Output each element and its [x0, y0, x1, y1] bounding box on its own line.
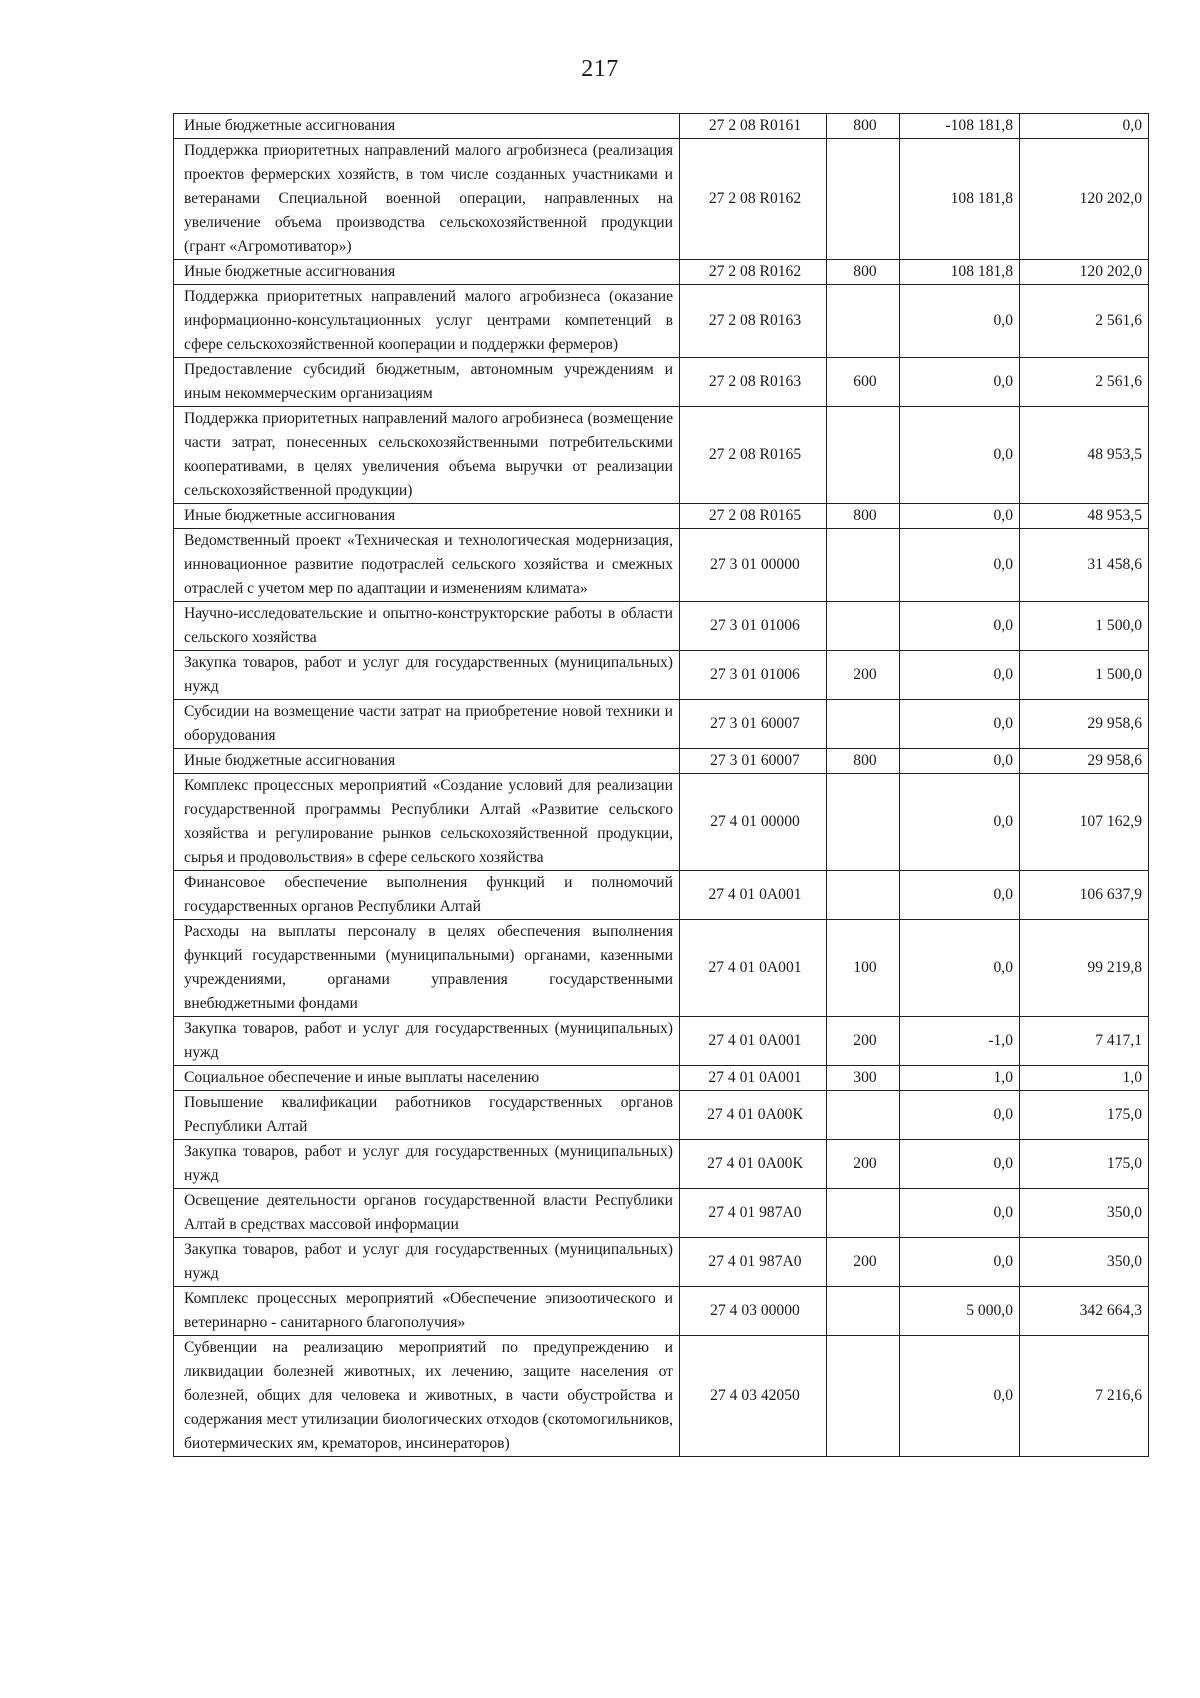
row-name-cell: Освещение деятельности органов государственной власти Республики Алтай в средствах массовой информации: [174, 1189, 680, 1238]
table-row: [174, 529, 1149, 602]
row-amount-change-cell: 0,0: [900, 1140, 1020, 1189]
row-code-cell: 27 4 01 0А001: [680, 920, 827, 1017]
row-amount-change-cell: 0,0: [900, 504, 1020, 529]
row-expense-type-cell: [827, 1091, 900, 1140]
row-amount-total-cell: 106 637,9: [1020, 871, 1149, 920]
row-amount-change-cell: 0,0: [900, 407, 1020, 504]
table-row: [174, 1189, 1149, 1238]
table-row: [174, 651, 1149, 700]
table-row: [174, 114, 1149, 139]
row-code-cell: 27 2 08 R0163: [680, 285, 827, 358]
row-name-cell: Закупка товаров, работ и услуг для государственных (муниципальных) нужд: [174, 1238, 680, 1287]
row-amount-change-cell: 108 181,8: [900, 139, 1020, 260]
row-expense-type-cell: [827, 602, 900, 651]
row-code-cell: 27 4 03 00000: [680, 1287, 827, 1336]
row-amount-total-cell: 120 202,0: [1020, 260, 1149, 285]
row-amount-change-cell: 0,0: [900, 358, 1020, 407]
row-code-cell: 27 3 01 60007: [680, 749, 827, 774]
row-expense-type-cell: 200: [827, 651, 900, 700]
row-amount-total-cell: 31 458,6: [1020, 529, 1149, 602]
table-row: [174, 749, 1149, 774]
row-amount-total-cell: 107 162,9: [1020, 774, 1149, 871]
table-row: [174, 700, 1149, 749]
row-name-cell: Финансовое обеспечение выполнения функций и полномочий государственных органов Республики Алтай: [174, 871, 680, 920]
row-code-cell: 27 2 08 R0163: [680, 358, 827, 407]
row-name-cell: Предоставление субсидий бюджетным, автономным учреждениям и иным некоммерческим организациям: [174, 358, 680, 407]
row-amount-total-cell: 2 561,6: [1020, 358, 1149, 407]
table-row: [174, 1091, 1149, 1140]
row-code-cell: 27 4 01 0А00К: [680, 1091, 827, 1140]
row-code-cell: 27 2 08 R0165: [680, 504, 827, 529]
page-number: 217: [581, 56, 619, 82]
table-row: [174, 602, 1149, 651]
row-code-cell: 27 2 08 R0165: [680, 407, 827, 504]
table-row: [174, 1336, 1149, 1457]
row-amount-total-cell: 342 664,3: [1020, 1287, 1149, 1336]
row-name-cell: Иные бюджетные ассигнования: [174, 114, 680, 139]
row-expense-type-cell: 200: [827, 1238, 900, 1287]
table-row: [174, 1066, 1149, 1091]
row-expense-type-cell: [827, 1189, 900, 1238]
row-amount-change-cell: 0,0: [900, 749, 1020, 774]
row-expense-type-cell: [827, 1287, 900, 1336]
row-amount-total-cell: 1 500,0: [1020, 602, 1149, 651]
row-amount-total-cell: 2 561,6: [1020, 285, 1149, 358]
row-amount-total-cell: 175,0: [1020, 1091, 1149, 1140]
row-amount-change-cell: 5 000,0: [900, 1287, 1020, 1336]
row-name-cell: Поддержка приоритетных направлений малого агробизнеса (оказание информационно-консультационных услуг центрами компетенций в сфере сельскохозяйственной кооперации и поддержки фермеров): [174, 285, 680, 358]
row-code-cell: 27 3 01 00000: [680, 529, 827, 602]
row-expense-type-cell: 800: [827, 260, 900, 285]
row-name-cell: Ведомственный проект «Техническая и технологическая модернизация, инновационное развитие подотраслей сельского хозяйства и смежных отраслей с учетом мер по адаптации и изменениям климата»: [174, 529, 680, 602]
row-expense-type-cell: [827, 407, 900, 504]
row-amount-total-cell: 1 500,0: [1020, 651, 1149, 700]
row-code-cell: 27 4 01 00000: [680, 774, 827, 871]
table-row: [174, 1287, 1149, 1336]
row-amount-total-cell: 7 417,1: [1020, 1017, 1149, 1066]
row-expense-type-cell: [827, 139, 900, 260]
row-name-cell: Научно-исследовательские и опытно-конструкторские работы в области сельского хозяйства: [174, 602, 680, 651]
budget-table-body: [174, 114, 1149, 1457]
row-amount-total-cell: 350,0: [1020, 1238, 1149, 1287]
row-code-cell: 27 3 01 60007: [680, 700, 827, 749]
row-expense-type-cell: 200: [827, 1017, 900, 1066]
row-amount-change-cell: 1,0: [900, 1066, 1020, 1091]
row-amount-change-cell: 0,0: [900, 700, 1020, 749]
row-name-cell: Повышение квалификации работников государственных органов Республики Алтай: [174, 1091, 680, 1140]
row-code-cell: 27 3 01 01006: [680, 602, 827, 651]
table-row: [174, 1017, 1149, 1066]
table-row: [174, 1140, 1149, 1189]
row-amount-change-cell: -108 181,8: [900, 114, 1020, 139]
row-expense-type-cell: 300: [827, 1066, 900, 1091]
row-amount-change-cell: 0,0: [900, 602, 1020, 651]
table-row: [174, 407, 1149, 504]
row-name-cell: Комплекс процессных мероприятий «Обеспечение эпизоотического и ветеринарно - санитарного благополучия»: [174, 1287, 680, 1336]
row-name-cell: Поддержка приоритетных направлений малого агробизнеса (реализация проектов фермерских хозяйств, в том числе созданных участниками и ветеранами Специальной военной операции, направленных на увеличение объема производства сельскохозяйственной продукции (грант «Агромотиватор»): [174, 139, 680, 260]
table-row: [174, 871, 1149, 920]
row-amount-change-cell: 0,0: [900, 1238, 1020, 1287]
row-name-cell: Субвенции на реализацию мероприятий по предупреждению и ликвидации болезней животных, их лечению, защите населения от болезней, общих для человека и животных, в части обустройства и содержания мест утилизации биологических отходов (скотомогильников, биотермических ям, крематоров, инсинераторов): [174, 1336, 680, 1457]
row-name-cell: Социальное обеспечение и иные выплаты населению: [174, 1066, 680, 1091]
row-amount-change-cell: 0,0: [900, 529, 1020, 602]
row-expense-type-cell: [827, 774, 900, 871]
row-amount-total-cell: 48 953,5: [1020, 407, 1149, 504]
row-amount-total-cell: 0,0: [1020, 114, 1149, 139]
row-expense-type-cell: [827, 871, 900, 920]
row-code-cell: 27 4 01 987А0: [680, 1189, 827, 1238]
row-name-cell: Закупка товаров, работ и услуг для государственных (муниципальных) нужд: [174, 1017, 680, 1066]
table-row: [174, 504, 1149, 529]
row-name-cell: Иные бюджетные ассигнования: [174, 749, 680, 774]
row-code-cell: 27 4 01 987А0: [680, 1238, 827, 1287]
row-amount-change-cell: 0,0: [900, 285, 1020, 358]
row-code-cell: 27 4 01 0А001: [680, 871, 827, 920]
row-amount-total-cell: 7 216,6: [1020, 1336, 1149, 1457]
row-amount-change-cell: 0,0: [900, 1336, 1020, 1457]
row-name-cell: Закупка товаров, работ и услуг для государственных (муниципальных) нужд: [174, 651, 680, 700]
row-name-cell: Поддержка приоритетных направлений малого агробизнеса (возмещение части затрат, понесенных сельскохозяйственными потребительскими кооперативами, в целях увеличения объема выручки от реализации сельскохозяйственной продукции): [174, 407, 680, 504]
row-expense-type-cell: 800: [827, 749, 900, 774]
row-expense-type-cell: [827, 700, 900, 749]
row-amount-change-cell: 0,0: [900, 1091, 1020, 1140]
row-amount-total-cell: 29 958,6: [1020, 700, 1149, 749]
row-name-cell: Расходы на выплаты персоналу в целях обеспечения выполнения функций государственными (муниципальными) органами, казенными учреждениями, органами управления государственными внебюджетными фондами: [174, 920, 680, 1017]
row-expense-type-cell: [827, 529, 900, 602]
row-code-cell: 27 2 08 R0162: [680, 260, 827, 285]
table-row: [174, 920, 1149, 1017]
row-amount-change-cell: 0,0: [900, 651, 1020, 700]
row-amount-total-cell: 120 202,0: [1020, 139, 1149, 260]
row-amount-total-cell: 99 219,8: [1020, 920, 1149, 1017]
row-name-cell: Комплекс процессных мероприятий «Создание условий для реализации государственной программы Республики Алтай «Развитие сельского хозяйства и регулирование рынков сельскохозяйственной продукции, сырья и продовольствия» в сфере сельского хозяйства: [174, 774, 680, 871]
row-expense-type-cell: [827, 285, 900, 358]
row-amount-total-cell: 48 953,5: [1020, 504, 1149, 529]
row-code-cell: 27 4 03 42050: [680, 1336, 827, 1457]
row-expense-type-cell: 800: [827, 504, 900, 529]
table-row: [174, 358, 1149, 407]
row-amount-change-cell: 0,0: [900, 871, 1020, 920]
table-row: [174, 774, 1149, 871]
row-name-cell: Иные бюджетные ассигнования: [174, 260, 680, 285]
row-expense-type-cell: [827, 1336, 900, 1457]
row-name-cell: Субсидии на возмещение части затрат на приобретение новой техники и оборудования: [174, 700, 680, 749]
row-code-cell: 27 4 01 0А00К: [680, 1140, 827, 1189]
row-amount-change-cell: 0,0: [900, 920, 1020, 1017]
table-row: [174, 139, 1149, 260]
row-expense-type-cell: 600: [827, 358, 900, 407]
budget-table: [173, 113, 1149, 1457]
row-amount-total-cell: 1,0: [1020, 1066, 1149, 1091]
row-expense-type-cell: 800: [827, 114, 900, 139]
row-name-cell: Иные бюджетные ассигнования: [174, 504, 680, 529]
row-code-cell: 27 4 01 0А001: [680, 1066, 827, 1091]
row-amount-total-cell: 29 958,6: [1020, 749, 1149, 774]
row-amount-change-cell: 0,0: [900, 1189, 1020, 1238]
table-row: [174, 1238, 1149, 1287]
row-amount-change-cell: -1,0: [900, 1017, 1020, 1066]
row-code-cell: 27 3 01 01006: [680, 651, 827, 700]
row-code-cell: 27 2 08 R0161: [680, 114, 827, 139]
row-amount-change-cell: 108 181,8: [900, 260, 1020, 285]
row-amount-total-cell: 175,0: [1020, 1140, 1149, 1189]
table-row: [174, 285, 1149, 358]
row-expense-type-cell: 100: [827, 920, 900, 1017]
row-expense-type-cell: 200: [827, 1140, 900, 1189]
row-code-cell: 27 4 01 0А001: [680, 1017, 827, 1066]
row-name-cell: Закупка товаров, работ и услуг для государственных (муниципальных) нужд: [174, 1140, 680, 1189]
row-amount-total-cell: 350,0: [1020, 1189, 1149, 1238]
table-row: [174, 260, 1149, 285]
row-amount-change-cell: 0,0: [900, 774, 1020, 871]
row-code-cell: 27 2 08 R0162: [680, 139, 827, 260]
